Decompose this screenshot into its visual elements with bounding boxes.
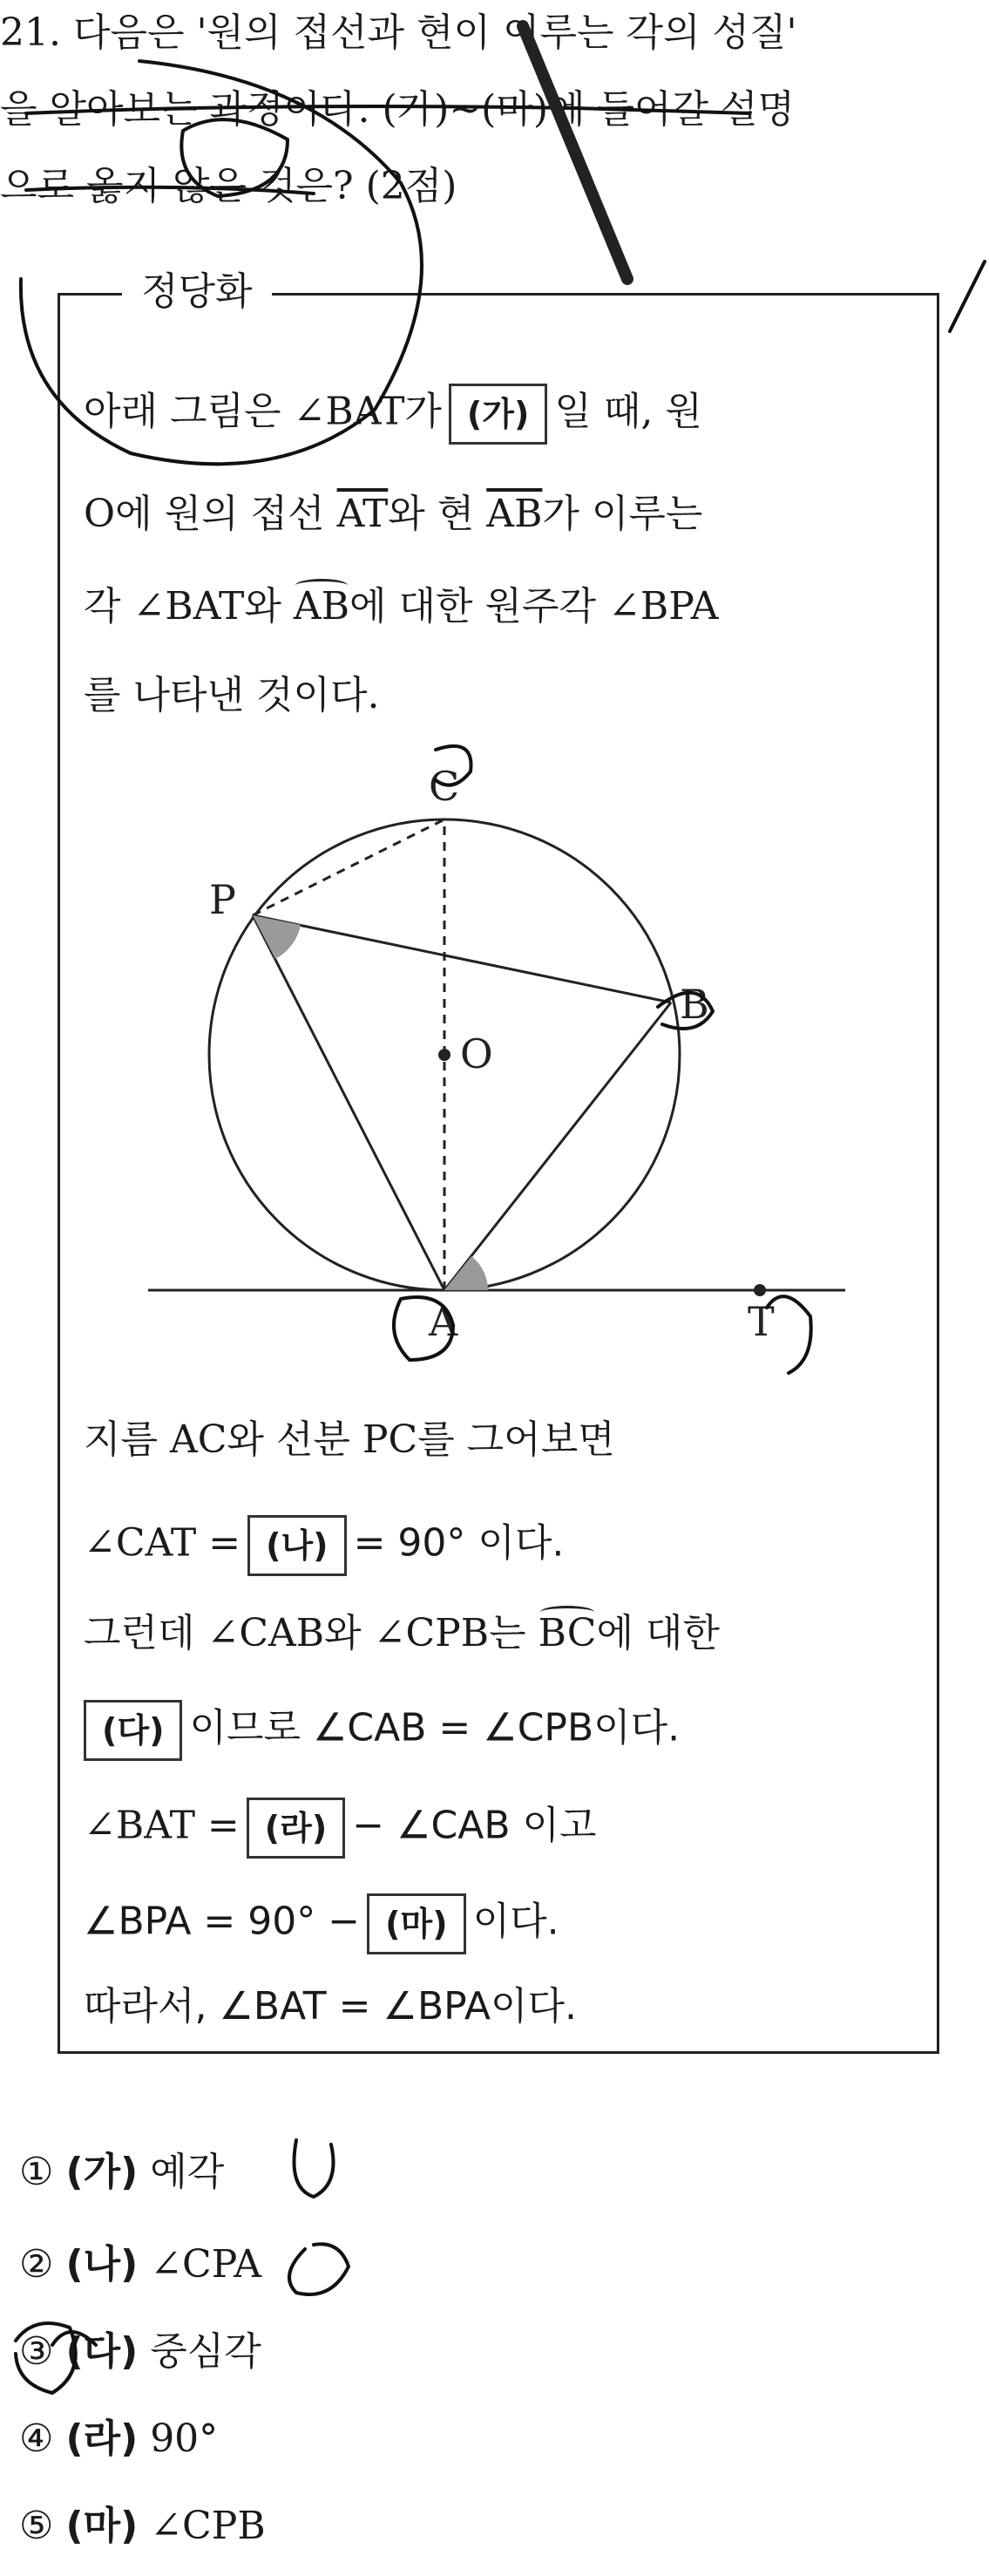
- segment-ab: $\overline{AB}$: [486, 492, 543, 536]
- circle-tangent-figure: [122, 750, 854, 1377]
- step-1: 지름 AC와 선분 PC를 그어보면: [84, 1417, 615, 1462]
- label-b: B: [680, 981, 709, 1028]
- blank-na: (나): [247, 1515, 346, 1576]
- choice-4[interactable]: ④ (라) 90°: [19, 2416, 219, 2461]
- conclusion: 따라서, ∠BAT = ∠BPA이다.: [84, 1984, 577, 2029]
- label-o: O: [460, 1030, 493, 1077]
- blank-ra: (라): [247, 1798, 345, 1859]
- question-line-3: 으로 옳지 않은 것은? (2점): [0, 164, 457, 208]
- intro-line-2: O에 원의 접선 $\overline{AT}$와 현 $\overline{AB}$가 이루는: [84, 492, 703, 536]
- label-a: A: [429, 1298, 458, 1345]
- step-3: 그런데 ∠CAB와 ∠CPB는 BC에 대한: [84, 1607, 720, 1660]
- label-p: P: [209, 876, 236, 923]
- arc-bc: BC: [539, 1607, 597, 1660]
- blank-ma: (마): [367, 1893, 465, 1954]
- segment-pa: [253, 915, 444, 1290]
- angle-bpa-mark: [253, 915, 301, 959]
- choice-5[interactable]: ⑤ (마) ∠CPB: [19, 2504, 266, 2548]
- segment-pb: [253, 915, 671, 1003]
- arc-ab: AB: [294, 581, 349, 633]
- step-6: ∠BPA = 90° − (마) 이다.: [84, 1893, 559, 1954]
- question-line-2: 을 알아보는 과정이다. (가)~(마)에 들어갈 설명: [0, 87, 796, 132]
- step-5: ∠BAT = (라) − ∠CAB 이고: [84, 1798, 597, 1859]
- label-t: T: [748, 1298, 775, 1345]
- choice-1[interactable]: ① (가) 예각: [19, 2150, 225, 2194]
- intro-line-4: 를 나타낸 것이다.: [84, 673, 380, 717]
- question-line-1: 21. 다음은 '원의 접선과 현이 이루는 각의 성질': [0, 10, 797, 55]
- segment-at: $\overline{AT}$: [336, 492, 389, 536]
- label-c: C: [429, 763, 460, 810]
- intro-line-3: 각 ∠BAT와 AB에 대한 원주각 ∠BPA: [84, 581, 719, 633]
- step-2: ∠CAT = (나) = 90° 이다.: [84, 1515, 564, 1576]
- box-title: 정당화: [122, 266, 272, 318]
- blank-da: (다): [84, 1700, 182, 1761]
- choice-3[interactable]: ③ (다) 중심각: [19, 2329, 261, 2374]
- intro-line-1: 아래 그림은 ∠BAT가 (가) 일 때, 원: [84, 384, 702, 445]
- step-4: (다) 이므로 ∠CAB = ∠CPB이다.: [84, 1700, 680, 1761]
- blank-ga: (가): [449, 384, 547, 445]
- point-o-dot: [438, 1049, 450, 1061]
- choice-2[interactable]: ② (나) ∠CPA: [19, 2242, 262, 2287]
- segment-pc: [253, 819, 444, 915]
- point-t-dot: [754, 1284, 766, 1296]
